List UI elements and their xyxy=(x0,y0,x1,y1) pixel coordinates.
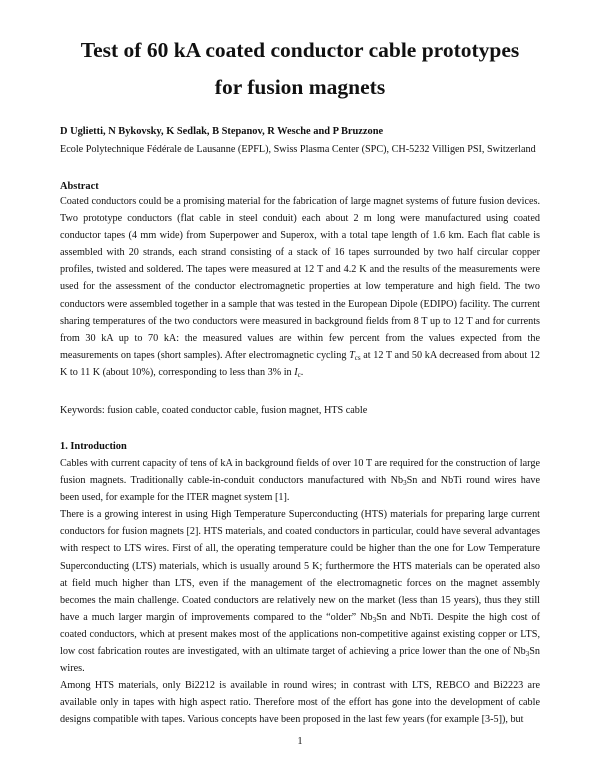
intro-paragraph-3: Among HTS materials, only Bi2212 is available in round wires; in contrast with LTS, REBCO and Bi2223 are available only in tapes with high aspect ratio. Therefore most of the effort has gone into the development of cable designs compatible with tapes. Various concepts have been proposed in the last few years (for example [3-5]), but xyxy=(60,680,540,726)
author-list: D Uglietti, N Bykovsky, K Sedlak, B Stepanov, R Wesche and P Bruzzone xyxy=(60,126,384,137)
paper-title-line-2: for fusion magnets xyxy=(214,75,386,99)
affiliation: Ecole Polytechnique Fédérale de Lausanne (EPFL), Swiss Plasma Center (SPC), CH-5232 Villigen PSI, Switzerland xyxy=(60,144,536,155)
introduction-heading: 1. Introduction xyxy=(60,441,127,452)
intro-paragraph-1: Cables with current capacity of tens of kA in background fields of over 10 T are required for the construction of large fusion magnets. Traditionally cable-in-conduit conductors manufactured with $Nb_3Sn$ and NbTi round wires have been used, for example for the ITER magnet system [1]. xyxy=(60,458,540,504)
abstract-heading: Abstract xyxy=(60,181,99,192)
introduction-body xyxy=(60,455,540,729)
paper-title-line-1: Test of 60 kA coated conductor cable prototypes xyxy=(80,38,520,62)
abstract-text: Coated conductors could be a promising material for the fabrication of large magnet systems of future fusion devices. Two prototype conductors (flat cable in steel conduit) each about 2 m long were manufactured using coated conductor tapes (4 mm wide) from Superpower and Superox, with a total tape length of 1.6 km. Each flat cable is assembled with 20 strands, each strand consisting of a stack of 16 tapes surrounded by two half circular copper profiles, twisted and soldered. The tapes were measured at 12 T and 4.2 K and the results of the measurements were used for the assessment of the conductor electromagnetic properties at low temperature and high field. The two conductors were assembled together in a sample that was tested in the European Dipole (EDIPO) facility. The current sharing temperatures of the two conductors were measured in background fields from 8 T up to 12 T and for currents from 30 kA up to 70 kA: the measured values are within few percent from the values expected from the measurements on tapes (short samples). After electromagnetic cycling $T_{cs}$ at 12 T and 50 kA decreased from about 12 K to 11 K (about 10%), corresponding to less than 3% in $I_c$. xyxy=(60,196,540,379)
page-number: 1 xyxy=(297,736,303,747)
keywords: Keywords: fusion cable, coated conductor cable, fusion magnet, HTS cable xyxy=(60,405,368,416)
intro-paragraph-2: There is a growing interest in using High Temperature Superconducting (HTS) materials for preparing large current conductors for fusion magnets [2]. HTS materials, and coated conductors in particular, could have several advantages with respect to LTS wires. First of all, the operating temperature could be higher than the one for Low Temperature Superconducting (LTS) materials, which is usually around 5 K; furthermore the HTS materials can be operated also at field much higher than LTS, even if the management of the electromagnetic forces on the magnet assembly becomes the main challenge. Coated conductors are relatively new on the market (less than 15 years), thus they still have a much larger margin of improvements compared to the “older” $Nb_3Sn$ and NbTi. Despite the high cost of coated conductors, which at present makes most of the applications non-competitive against existing copper or LTS, low cost fabrication routes are investigated, with an ultimate target of achieving a price lower than the one of $Nb_3Sn$ wires. xyxy=(60,509,540,675)
